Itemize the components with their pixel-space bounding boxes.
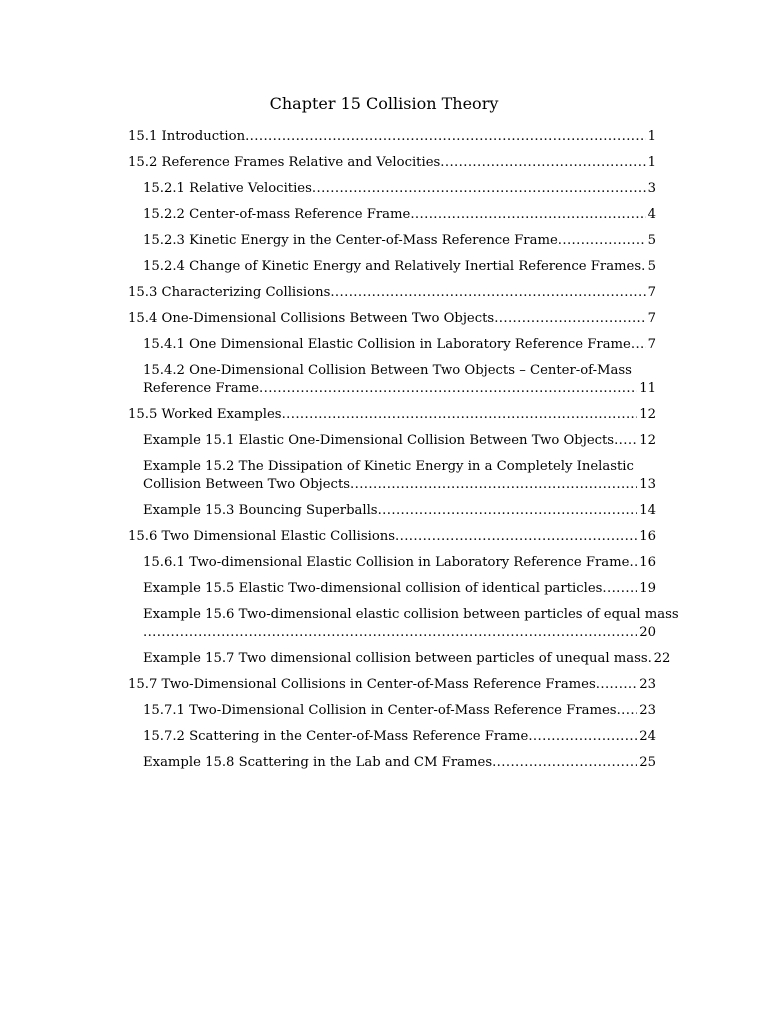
toc-entry[interactable] — [128, 650, 671, 668]
toc-page-number: 5 — [647, 259, 656, 274]
dot-leader — [629, 554, 637, 572]
dot-leader — [378, 502, 638, 520]
toc-entry-line — [143, 206, 656, 224]
toc-page-number: 1 — [647, 129, 656, 144]
toc-page-number: 5 — [647, 233, 656, 248]
toc-entry-text: Example 15.7 Two dimensional collision between particles of unequal mass — [143, 651, 648, 666]
toc-entry-text: 15.2 Reference Frames Relative and Velocities — [128, 155, 441, 170]
toc-entry-line — [128, 154, 656, 172]
toc-entry-line — [143, 624, 656, 642]
toc-page-number: 7 — [647, 311, 656, 326]
toc-entry-line — [143, 180, 656, 198]
toc-entry-text: 15.7.2 Scattering in the Center-of-Mass Reference Frame — [143, 729, 529, 744]
toc-entry[interactable] — [128, 154, 656, 172]
toc-entry-text: Example 15.5 Elastic Two-dimensional collision of identical particles — [143, 581, 603, 596]
toc-entry[interactable] — [128, 232, 656, 250]
toc-entry[interactable] — [128, 554, 656, 572]
toc-entry[interactable] — [128, 676, 656, 694]
toc-entry-line — [143, 476, 656, 494]
toc-entry-line — [128, 284, 656, 302]
toc-page-number: 7 — [647, 337, 656, 352]
dot-leader — [528, 728, 637, 746]
toc-entry-line — [143, 502, 656, 520]
toc-entry-text-line1: 15.4.2 One-Dimensional Collision Between Two Objects – Center-of-Mass — [143, 363, 632, 378]
toc-entry-text: 15.3 Characterizing Collisions — [128, 285, 331, 300]
toc-page-number: 12 — [639, 433, 656, 448]
toc-page-number: 13 — [639, 477, 656, 492]
toc-entry-text: Example 15.3 Bouncing Superballs — [143, 503, 378, 518]
toc-entry-text: 15.4 One-Dimensional Collisions Between Two Objects — [128, 311, 495, 326]
dot-leader — [596, 676, 637, 694]
dot-leader — [494, 310, 645, 328]
toc-entry-text-line1: Example 15.6 Two-dimensional elastic collision between particles of equal mass — [143, 607, 679, 622]
toc-entry[interactable] — [128, 528, 656, 546]
toc-page-number: 4 — [647, 207, 656, 222]
toc-entry-line — [128, 310, 656, 328]
toc-page-number: 7 — [647, 285, 656, 300]
toc-entry-text: Collision Between Two Objects — [143, 477, 351, 492]
toc-entry[interactable] — [128, 406, 656, 424]
toc-entry-line — [143, 554, 656, 572]
toc-entry-text: Reference Frame — [143, 381, 260, 396]
dot-leader — [350, 476, 637, 494]
toc-entry-text: 15.2.4 Change of Kinetic Energy and Relatively Inertial Reference Frames — [143, 259, 642, 274]
toc-entry-line — [128, 676, 656, 694]
toc-entry-line — [143, 650, 671, 668]
toc-entry[interactable] — [128, 580, 656, 598]
toc-entry-line — [143, 336, 656, 354]
dot-leader — [143, 624, 637, 642]
toc-entry-text-line1: Example 15.2 The Dissipation of Kinetic Energy in a Completely Inelastic — [143, 459, 634, 474]
dot-leader — [558, 232, 646, 250]
toc-entry-line — [143, 432, 656, 450]
toc-page-number: 22 — [653, 651, 671, 666]
toc-entry[interactable] — [128, 458, 656, 494]
toc-entry-text: 15.5 Worked Examples — [128, 407, 282, 422]
dot-leader — [631, 336, 646, 354]
toc-entry[interactable] — [128, 754, 656, 772]
toc-entry-text: 15.2.1 Relative Velocities — [143, 181, 312, 196]
dot-leader — [614, 432, 637, 450]
toc-entry-line — [128, 528, 656, 546]
dot-leader — [395, 528, 637, 546]
toc-entry[interactable] — [128, 284, 656, 302]
toc-entry-text: Example 15.8 Scattering in the Lab and CM Frames — [143, 755, 493, 770]
toc-page-number: 16 — [639, 555, 656, 570]
dot-leader — [492, 754, 637, 772]
page-title: Chapter 15 Collision Theory — [269, 94, 499, 113]
toc-page-number: 14 — [639, 503, 656, 518]
dot-leader — [410, 206, 645, 224]
toc-entry-line — [143, 580, 656, 598]
toc-entry-line — [143, 232, 656, 250]
toc-entry-text: 15.6.1 Two-dimensional Elastic Collision in Laboratory Reference Frame — [143, 555, 630, 570]
toc-entry-text: 15.1 Introduction — [128, 129, 246, 144]
dot-leader — [602, 580, 637, 598]
dot-leader — [617, 702, 638, 720]
dot-leader — [245, 128, 646, 146]
toc-page-number: 3 — [647, 181, 656, 196]
toc-entry-line — [128, 128, 656, 146]
toc-entry-line — [143, 754, 656, 772]
dot-leader — [282, 406, 638, 424]
toc-entry[interactable] — [128, 206, 656, 224]
toc-entry[interactable] — [128, 362, 656, 398]
toc-entry-text: 15.7 Two-Dimensional Collisions in Center-of-Mass Reference Frames — [128, 677, 596, 692]
toc-entry-text: 15.7.1 Two-Dimensional Collision in Center-of-Mass Reference Frames — [143, 703, 617, 718]
toc-entry[interactable] — [128, 336, 656, 354]
toc-entry[interactable] — [128, 728, 656, 746]
toc-page-number: 11 — [639, 381, 656, 396]
toc-page-number: 23 — [639, 677, 656, 692]
toc-entry[interactable] — [128, 502, 656, 520]
toc-entry-text: 15.6 Two Dimensional Elastic Collisions — [128, 529, 396, 544]
toc-entry[interactable] — [128, 128, 656, 146]
toc-entry[interactable] — [128, 258, 656, 276]
toc-page-number: 16 — [639, 529, 656, 544]
toc-page-number: 25 — [639, 755, 656, 770]
toc-entry[interactable] — [128, 606, 679, 642]
toc-page-number: 23 — [639, 703, 656, 718]
toc-entry[interactable] — [128, 432, 656, 450]
toc-page-number: 24 — [639, 729, 656, 744]
toc-entry-line — [143, 702, 656, 720]
toc-entry[interactable] — [128, 310, 656, 328]
dot-leader — [312, 180, 646, 198]
dot-leader — [440, 154, 645, 172]
dot-leader — [330, 284, 645, 302]
toc-page-number: 19 — [639, 581, 656, 596]
toc-entry-line — [128, 406, 656, 424]
toc-entry[interactable] — [128, 180, 656, 198]
toc-entry-text: 15.4.1 One Dimensional Elastic Collision in Laboratory Reference Frame — [143, 337, 631, 352]
toc-entry-text: 15.2.2 Center-of-mass Reference Frame — [143, 207, 411, 222]
toc-entry-line — [143, 380, 656, 398]
toc-entry-line — [143, 728, 656, 746]
toc-entry-line — [143, 258, 656, 276]
toc-entry-text: 15.2.3 Kinetic Energy in the Center-of-Mass Reference Frame — [143, 233, 558, 248]
table-of-contents — [128, 128, 679, 780]
toc-page-number: 12 — [639, 407, 656, 422]
toc-entry-text: Example 15.1 Elastic One-Dimensional Collision Between Two Objects — [143, 433, 615, 448]
dot-leader — [259, 380, 637, 398]
toc-page-number: 20 — [639, 625, 656, 640]
toc-page-number: 1 — [647, 155, 656, 170]
toc-entry[interactable] — [128, 702, 656, 720]
